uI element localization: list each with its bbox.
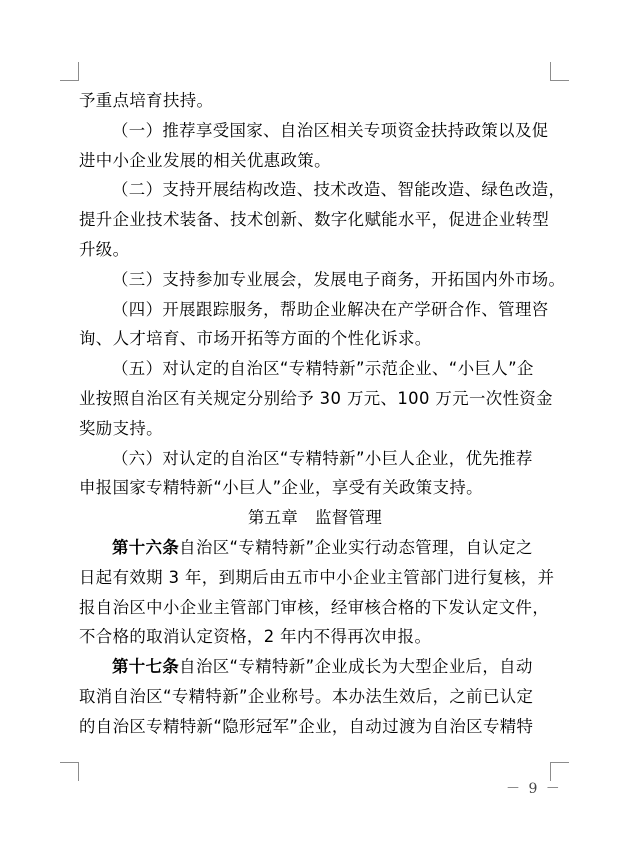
text-line: （二）支持开展结构改造、技术改造、智能改造、绿色改造，: [112, 180, 566, 200]
text-line: （一）推荐享受国家、自治区相关专项资金扶持政策以及促: [112, 120, 549, 140]
text-line: 申报国家专精特新“小巨人”企业，享受有关政策支持。: [79, 478, 483, 498]
article-16-text: 自治区“专精特新”企业实行动态管理，自认定之: [179, 537, 533, 557]
text-line: 取消自治区“专精特新”企业称号。本办法生效后，之前已认定: [79, 686, 534, 706]
text-line: 奖励支持。: [79, 418, 163, 438]
article-17-label: 第十七条: [112, 657, 180, 677]
text-line: （三）支持参加专业展会，发展电子商务，开拓国内外市场。: [112, 269, 566, 289]
text-line: 询、人才培育、市场开拓等方面的个性化诉求。: [79, 329, 432, 349]
crop-mark-top-left: [60, 62, 79, 81]
page-number: － 9 －: [506, 781, 562, 797]
text-line: 不合格的取消认定资格，2 年内不得再次申报。: [79, 627, 432, 647]
text-line: 业按照自治区有关规定分别给予 30 万元、100 万元一次性资金: [79, 388, 553, 408]
text-line: （五）对认定的自治区“专精特新”示范企业、“小巨人”企: [112, 359, 534, 379]
article-17-text: 自治区“专精特新”企业成长为大型企业后，自动: [179, 657, 533, 677]
text-line: 提升企业技术装备、技术创新、数字化赋能水平，促进企业转型: [79, 210, 550, 230]
body-text: [79, 86, 566, 742]
text-line: （六）对认定的自治区“专精特新”小巨人企业，优先推荐: [112, 448, 533, 468]
text-line: 予重点培育扶持。: [79, 91, 214, 110]
chapter-heading: 第五章 监督管理: [247, 508, 383, 528]
article-16-label: 第十六条: [112, 537, 180, 557]
crop-mark-top-right: [550, 62, 569, 81]
text-line: 日起有效期 3 年，到期后由五市中小企业主管部门进行复核，并: [79, 567, 555, 587]
text-line: 升级。: [79, 239, 130, 259]
text-line: （四）开展跟踪服务，帮助企业解决在产学研合作、管理咨: [112, 299, 549, 319]
crop-mark-bottom-left: [60, 762, 79, 781]
article-16-first-line: [79, 533, 551, 563]
text-line: 进中小企业发展的相关优惠政策。: [79, 150, 331, 170]
text-line: 报自治区中小企业主管部门审核，经审核合格的下发认定文件，: [79, 597, 550, 617]
article-17-first-line: [79, 652, 551, 682]
text-line: 的自治区专精特新“隐形冠军”企业，自动过渡为自治区专精特: [79, 716, 534, 736]
